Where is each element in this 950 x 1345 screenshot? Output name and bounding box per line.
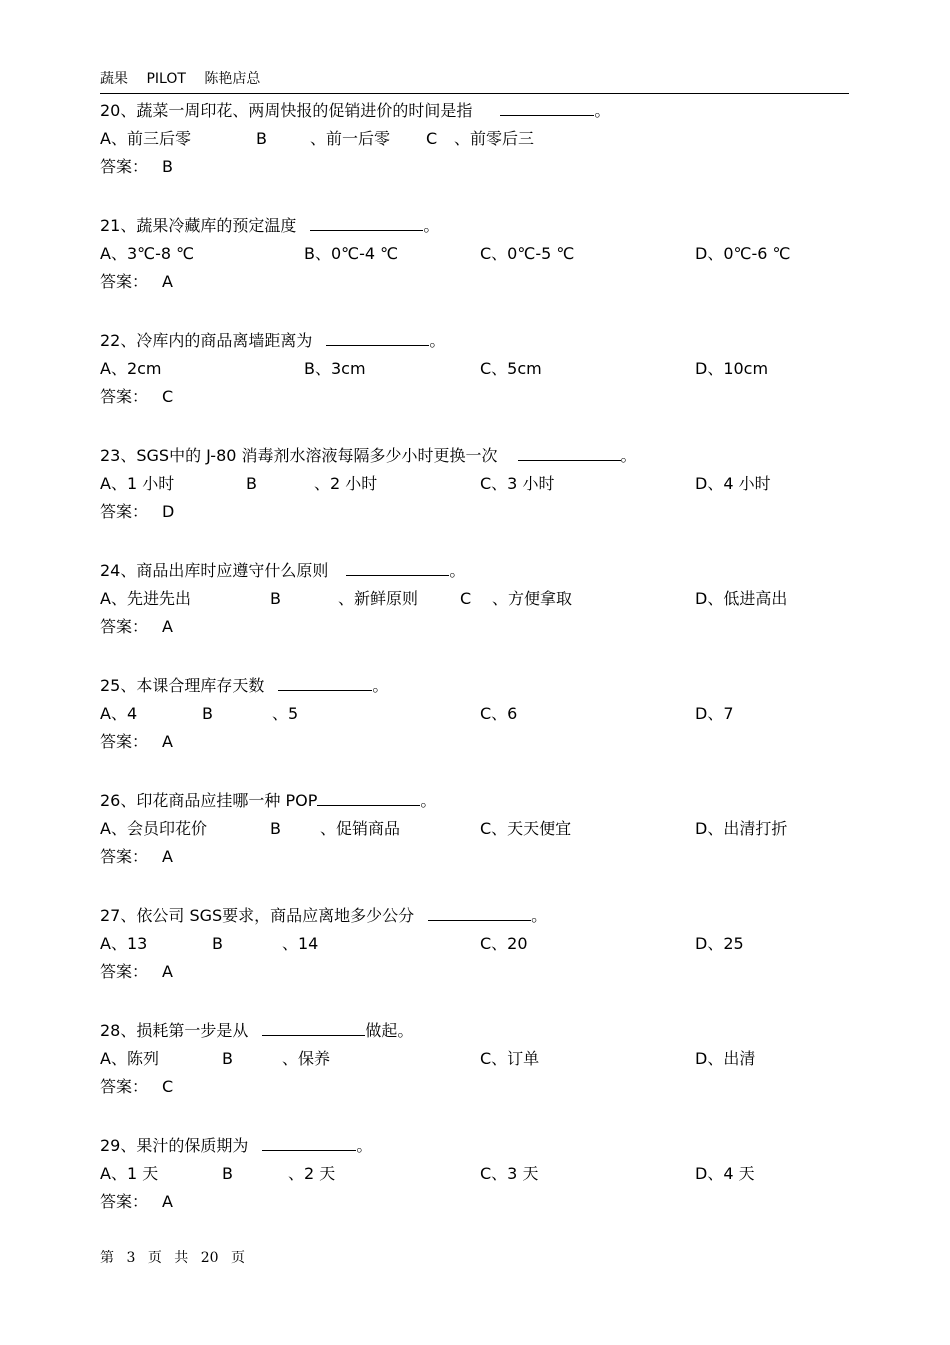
option-b-text: 、5 — [272, 704, 299, 723]
answer-blank — [262, 1134, 356, 1151]
option-c-text: 、方便拿取 — [492, 589, 573, 608]
option-b: B、3cm — [304, 359, 366, 378]
answer-value: A — [162, 1192, 173, 1211]
option-a: A、陈列 — [100, 1049, 159, 1068]
option-b-letter: B — [222, 1049, 233, 1068]
question-stem: 25、本课合理库存天数 。 — [100, 676, 389, 695]
page-header — [100, 70, 849, 94]
header-category: 蔬果 — [100, 71, 128, 87]
page-total: 20 — [200, 1250, 219, 1266]
answer-value: A — [162, 962, 173, 981]
option-c-letter: C — [460, 589, 472, 608]
options-row — [100, 1048, 860, 1070]
answer-line: 答案： A — [100, 617, 173, 636]
option-c: C、20 — [480, 934, 528, 953]
answer-blank — [428, 904, 531, 921]
question-stem: 29、果汁的保质期为 。 — [100, 1136, 373, 1155]
options-row — [100, 703, 860, 725]
page-number: 3 — [126, 1250, 136, 1266]
option-b-letter: B — [202, 704, 213, 723]
option-b-letter: B — [212, 934, 223, 953]
answer-line: 答案： A — [100, 272, 173, 291]
option-b-letter: B — [246, 474, 257, 493]
option-c: C、0℃-5 ℃ — [480, 244, 575, 263]
option-b-text: 、2 天 — [288, 1164, 336, 1183]
option-c-text: 、前零后三 — [454, 129, 535, 148]
question-stem: 22、冷库内的商品离墙距离为 。 — [100, 331, 446, 350]
option-b-letter: B — [270, 589, 281, 608]
answer-value: A — [162, 732, 173, 751]
answer-blank — [326, 329, 429, 346]
option-d: D、出清打折 — [695, 819, 788, 838]
option-a: A、会员印花价 — [100, 819, 207, 838]
question-stem: 24、商品出库时应遵守什么原则 。 — [100, 561, 466, 580]
answer-blank — [518, 444, 621, 461]
option-a: A、1 小时 — [100, 474, 175, 493]
option-a: A、前三后零 — [100, 129, 191, 148]
option-d: D、25 — [695, 934, 744, 953]
answer-value: A — [162, 617, 173, 636]
answer-blank — [310, 214, 423, 231]
answer-value: C — [162, 387, 174, 406]
options-row — [100, 243, 860, 265]
option-a: A、13 — [100, 934, 148, 953]
option-b-letter: B — [270, 819, 281, 838]
option-d: D、10cm — [695, 359, 769, 378]
option-c-letter: C — [426, 129, 438, 148]
option-a: A、2cm — [100, 359, 162, 378]
option-c: C、订单 — [480, 1049, 540, 1068]
option-a: A、先进先出 — [100, 589, 191, 608]
options-row — [100, 588, 860, 610]
question-stem: 21、蔬果冷藏库的预定温度 。 — [100, 216, 440, 235]
option-b-text: 、新鲜原则 — [338, 589, 419, 608]
option-c: C、3 天 — [480, 1164, 539, 1183]
answer-line: 答案： A — [100, 732, 173, 751]
option-d: D、4 小时 — [695, 474, 771, 493]
page-footer: 第 3 页 共 20 页 — [100, 1250, 246, 1266]
option-a: A、4 — [100, 704, 138, 723]
answer-value: D — [162, 502, 175, 521]
options-row — [100, 473, 860, 495]
answer-value: A — [162, 272, 173, 291]
options-row — [100, 933, 860, 955]
option-b-text: 、14 — [282, 934, 319, 953]
answer-line: 答案： B — [100, 157, 173, 176]
answer-blank — [262, 1019, 365, 1036]
option-b-text: 、2 小时 — [314, 474, 378, 493]
header-owner: 陈艳店总 — [204, 71, 261, 87]
question-stem: 23、SGS中的 J-80 消毒剂水溶液每隔多少小时更换一次 。 — [100, 446, 637, 465]
option-d: D、低进高出 — [695, 589, 788, 608]
option-b-text: 、保养 — [282, 1049, 331, 1068]
options-row — [100, 128, 860, 150]
answer-blank — [317, 789, 420, 806]
answer-line: 答案： A — [100, 1192, 173, 1211]
option-a: A、3℃-8 ℃ — [100, 244, 195, 263]
answer-line: 答案： C — [100, 1077, 174, 1096]
option-c: C、5cm — [480, 359, 542, 378]
option-d: D、0℃-6 ℃ — [695, 244, 791, 263]
option-c: C、6 — [480, 704, 518, 723]
answer-value: C — [162, 1077, 174, 1096]
header-program: PILOT — [146, 71, 186, 87]
options-row — [100, 818, 860, 840]
option-b-text: 、前一后零 — [310, 129, 391, 148]
question-stem: 27、依公司 SGS要求，商品应离地多少公分 。 — [100, 906, 548, 925]
option-d: D、出清 — [695, 1049, 756, 1068]
answer-value: B — [162, 157, 173, 176]
question-stem: 26、印花商品应挂哪一种 POP 。 — [100, 791, 437, 810]
answer-blank — [346, 559, 449, 576]
answer-value: A — [162, 847, 173, 866]
question-stem: 20、蔬菜一周印花、两周快报的促销进价的时间是指 。 — [100, 101, 611, 120]
answer-blank — [500, 99, 594, 116]
option-b: B、0℃-4 ℃ — [304, 244, 399, 263]
options-row — [100, 358, 860, 380]
answer-blank — [278, 674, 372, 691]
option-d: D、7 — [695, 704, 734, 723]
question-stem: 28、损耗第一步是从 做起。 — [100, 1021, 414, 1040]
option-d: D、4 天 — [695, 1164, 755, 1183]
answer-line: 答案： A — [100, 847, 173, 866]
option-c: C、3 小时 — [480, 474, 555, 493]
option-b-text: 、促销商品 — [320, 819, 401, 838]
answer-line: 答案： D — [100, 502, 175, 521]
option-b-letter: B — [256, 129, 267, 148]
answer-line: 答案： C — [100, 387, 174, 406]
answer-line: 答案： A — [100, 962, 173, 981]
option-b-letter: B — [222, 1164, 233, 1183]
option-c: C、天天便宜 — [480, 819, 572, 838]
option-a: A、1 天 — [100, 1164, 159, 1183]
options-row — [100, 1163, 860, 1185]
